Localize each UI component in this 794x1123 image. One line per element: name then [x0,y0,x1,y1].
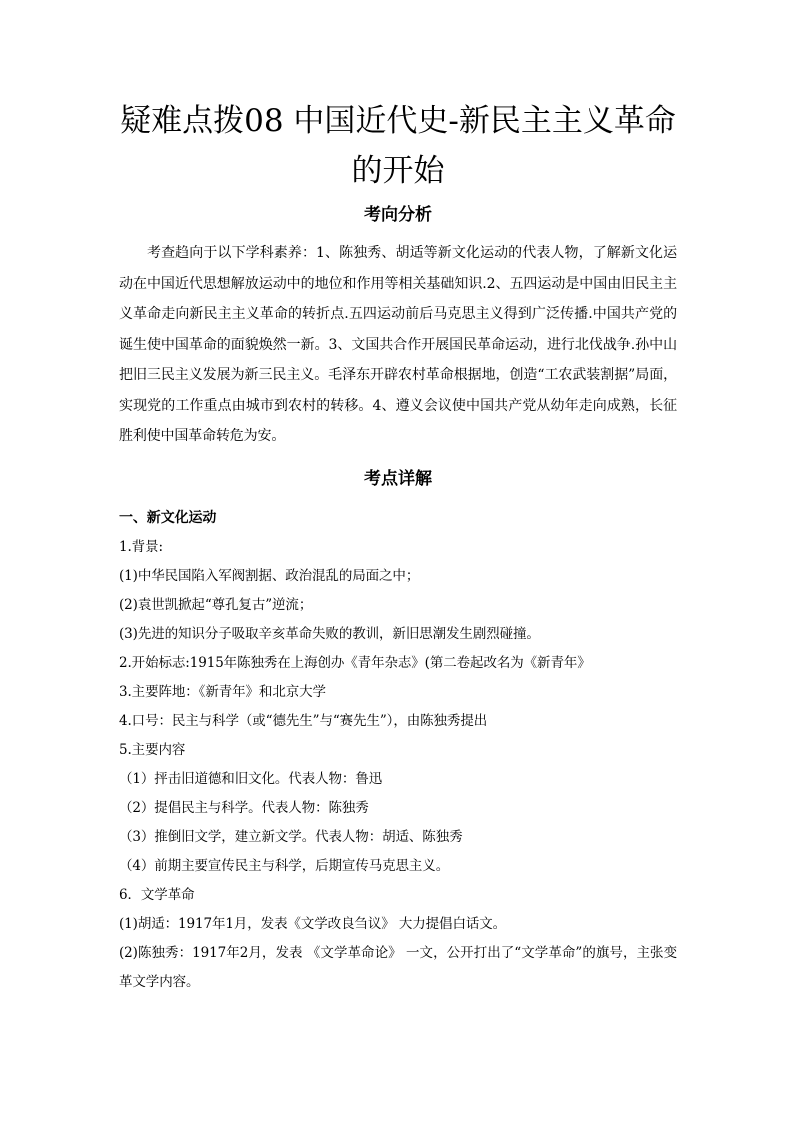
list-item: (1)中华民国陷入军阀割据、政治混乱的局面之中； [119,567,420,584]
list-item: （3）推倒旧文学，建立新文学。代表人物：胡适、陈独秀 [119,828,463,845]
list-item: (2)陈独秀：1917年2月，发表 《文学革命论》 一文，公开打出了“文学革命”的旗号，主张变革文学内容。 [119,944,677,990]
list-item: (1)胡适：1917年1月，发表《文学改良刍议》 大力提倡白话文。 [119,915,507,932]
list-item: 3.主要阵地：《新青年》和北京大学 [119,683,326,700]
list-item: (2)袁世凯掀起“尊孔复古”逆流； [119,596,313,613]
list-item: (3)先进的知识分子吸取辛亥革命失败的教训，新旧思潮发生剧烈碰撞。 [119,625,540,642]
list-item: 1.背景: [119,538,163,555]
details-list [119,504,677,997]
section-title-new-culture: 一、新文化运动 [119,509,217,526]
document-page [119,96,677,997]
list-item: （4）前期主要宣传民主与科学，后期宣传马克思主义。 [119,857,450,874]
list-item: 5.主要内容 [119,741,186,758]
list-item: 6．文学革命 [119,886,195,903]
list-item: （2）提倡民主与科学。代表人物：陈独秀 [119,799,369,816]
details-heading: 考点详解 [364,468,432,489]
list-item: 4.口号：民主与科学（或“德先生”与“赛先生”），由陈独秀提出 [119,712,488,729]
analysis-heading: 考向分析 [364,205,432,225]
list-item: 2.开始标志:1915年陈独秀在上海创办《青年杂志》(第二卷起改名为《新青年》 [119,654,591,671]
document-title: 疑难点拨08 中国近代史-新民主主义革命的开始 [120,103,676,189]
analysis-paragraph: 考查趋向于以下学科素养：1、陈独秀、胡适等新文化运动的代表人物，了解新文化运动在中国近代思想解放运动中的地位和作用等相关基础知识.2、五四运动是中国由旧民主主义革命走向新民主主义革命的转折点.五四运动前后马克思主义得到广泛传播.中国共产党的诞生使中国革命的面貌焕然一新。3、文国共合作开展国民革命运动，进行北伐战争.孙中山把旧三民主义发展为新三民主义。毛泽东开辟农村革命根据地，创造“工农武装割据”局面，实现党的工作重点由城市到农村的转移。4、遵义会议使中国共产党从幼年走向成熟，长征胜利使中国革命转危为安。 [119,245,677,444]
list-item: （1）抨击旧道德和旧文化。代表人物：鲁迅 [119,770,383,787]
